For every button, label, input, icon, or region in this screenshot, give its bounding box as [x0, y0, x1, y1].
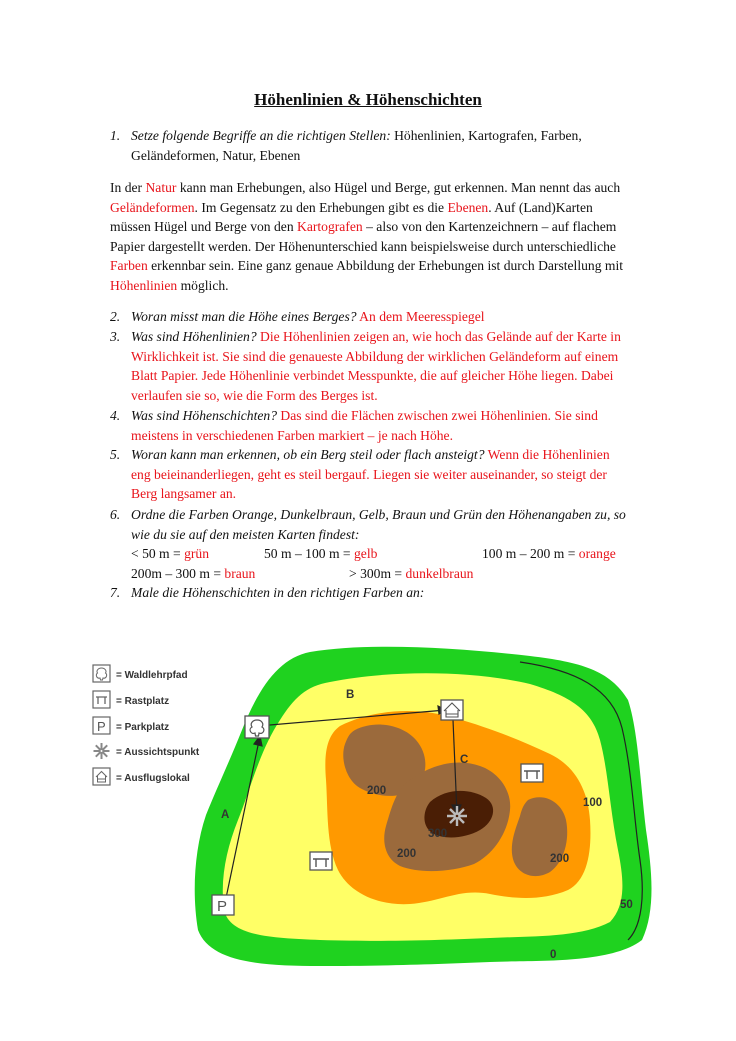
- task-1-terms-a: Höhenlinien, Kartografen, Farben,: [390, 128, 582, 143]
- map-rest-area-marker-right: [521, 764, 543, 782]
- height-label-50: 50: [620, 899, 633, 911]
- para-text: . Auf (Land)Karten: [488, 199, 593, 215]
- viewpoint-icon: [94, 743, 110, 759]
- range-label: < 50 m =: [131, 546, 185, 561]
- map-rest-area-marker-left: [310, 852, 332, 870]
- range-label: 50 m – 100 m =: [264, 546, 354, 561]
- legend-label: = Waldlehrpfad: [116, 670, 188, 681]
- rest-area-icon: [93, 691, 110, 708]
- map-restaurant-marker: [441, 700, 463, 720]
- height-label-200: 200: [550, 853, 570, 865]
- q3-number: 3.: [110, 329, 121, 344]
- route-label-c: C: [460, 754, 469, 766]
- parking-letter: P: [217, 898, 228, 915]
- q6-row-2: [264, 544, 377, 564]
- q3-answer: Blatt Papier. Jede Höhenlinie verbindet Messpunkte, die auf gleicher Höhe liegen. Dabei: [131, 368, 614, 384]
- q6-question: wie du sie auf den meisten Karten findest:: [131, 526, 360, 542]
- para-text: Papier dargestellt werden. Der Höhenunterschied kann beispielsweise durch unterschiedliche: [110, 238, 616, 254]
- range-label: > 300m =: [349, 566, 406, 581]
- height-label-0: 0: [550, 949, 557, 961]
- answer-ebenen: Ebenen: [447, 199, 489, 215]
- q2-item: [131, 307, 691, 327]
- map-forest-trail-marker: [245, 716, 269, 738]
- q6-question: Ordne die Farben Orange, Dunkelbraun, Gelb, Braun und Grün den Höhenangaben zu, so: [131, 507, 626, 522]
- task-1-prompt: Setze folgende Begriffe an die richtigen Stellen:: [131, 128, 391, 143]
- answer-kartografen: Kartografen: [297, 219, 363, 235]
- q3-answer: Wirklichkeit ist. Sie sind die genaueste Abbildung der wirklichen Geländeform auf einem: [131, 348, 619, 364]
- range-color: gelb: [354, 546, 378, 561]
- q6-row-4: [131, 564, 255, 584]
- legend-label: = Ausflugslokal: [116, 773, 190, 784]
- legend-waldlehrpfad: [93, 665, 188, 682]
- page-title: Höhenlinien & Höhenschichten: [254, 90, 482, 109]
- para-text: . Im Gegensatz zu den Erhebungen gibt es die: [194, 199, 448, 215]
- q5-answer: Berg langsamer an.: [131, 486, 237, 502]
- viewpoint-icon: [447, 806, 467, 826]
- q7-item: [131, 583, 691, 603]
- route-label-b: B: [346, 689, 355, 701]
- task-1-terms-b: Geländeformen, Natur, Ebenen: [131, 147, 301, 163]
- q2-number: 2.: [110, 309, 121, 324]
- contour-map: [190, 640, 670, 970]
- q5-number: 5.: [110, 447, 121, 462]
- legend-label: = Aussichtspunkt: [116, 747, 200, 758]
- legend-rastplatz: [93, 691, 169, 708]
- height-label-100: 100: [583, 797, 603, 809]
- q6-item: [131, 505, 691, 544]
- q5-item: [131, 445, 691, 504]
- parking-letter: P: [97, 719, 106, 734]
- legend-label: = Rastplatz: [116, 696, 170, 707]
- rest-area-icon: [310, 852, 332, 870]
- range-color: braun: [224, 566, 256, 581]
- q5-answer: Wenn die Höhenlinien: [484, 447, 610, 462]
- q4-number: 4.: [110, 408, 121, 423]
- q6-row-5: [349, 564, 473, 584]
- q3-answer: verlaufen sie so, wie die Form des Berges ist.: [131, 387, 378, 403]
- q7-number: 7.: [110, 585, 121, 600]
- range-color: dunkelbraun: [405, 566, 474, 581]
- cloze-paragraph: [110, 178, 700, 296]
- q4-item: [131, 406, 691, 445]
- para-text: – also von den Kartenzeichnern – auf flachem: [362, 219, 617, 235]
- answer-natur: Natur: [145, 180, 177, 195]
- para-text: In der: [110, 180, 146, 195]
- height-label-200: 200: [397, 848, 417, 860]
- para-text: kann man Erhebungen, also Hügel und Berge, gut erkennen. Man nennt das auch: [176, 180, 621, 195]
- q3-answer: Die Höhenlinien zeigen an, wie hoch das Gelände auf der Karte in: [256, 329, 621, 344]
- q6-row-1: [131, 544, 209, 564]
- legend-label: = Parkplatz: [116, 722, 170, 733]
- map-parking-marker: [212, 895, 234, 915]
- height-label-300: 300: [428, 828, 448, 840]
- q4-answer: Das sind die Flächen zwischen zwei Höhenlinien. Sie sind: [277, 408, 598, 423]
- task-1-number: 1.: [110, 128, 121, 143]
- answer-farben: Farben: [110, 258, 148, 274]
- q2-question: Woran misst man die Höhe eines Berges?: [131, 309, 357, 324]
- q5-question: Woran kann man erkennen, ob ein Berg steil oder flach ansteigt?: [131, 447, 485, 462]
- height-label-200: 200: [367, 785, 387, 797]
- legend-parkplatz: [93, 717, 169, 734]
- q3-question: Was sind Höhenlinien?: [131, 329, 257, 344]
- legend-ausflugslokal: [93, 768, 190, 785]
- range-label: 100 m – 200 m =: [482, 546, 579, 561]
- q5-answer: eng beieinanderliegen, geht es steil bergauf. Liegen sie weiter auseinander, so steigt der: [131, 466, 607, 482]
- q4-answer: meistens in verschiedenen Farben markiert – je nach Höhe.: [131, 427, 453, 443]
- range-color: grün: [184, 546, 210, 561]
- para-text: erkennbar sein. Eine ganz genaue Abbildung der Erhebungen ist durch Darstellung mit: [147, 258, 624, 274]
- answer-hoehenlinien: Höhenlinien: [110, 277, 178, 293]
- answer-gelaendeformen: Geländeformen: [110, 199, 195, 215]
- q3-item: [131, 327, 691, 405]
- q2-answer: An dem Meeresspiegel: [356, 309, 485, 324]
- q6-row-3: [482, 544, 616, 564]
- task-1-text: [131, 126, 691, 165]
- contour-map-graphic: [190, 640, 670, 970]
- para-text: müssen Hügel und Berge von den: [110, 219, 298, 235]
- range-label: 200m – 300 m =: [131, 566, 225, 581]
- q7-question: Male die Höhenschichten in den richtigen Farben an:: [131, 585, 425, 600]
- legend-aussichtspunkt: [94, 743, 200, 759]
- para-text: möglich.: [177, 277, 229, 293]
- q4-question: Was sind Höhenschichten?: [131, 408, 277, 423]
- rest-area-icon: [521, 764, 543, 782]
- q6-number: 6.: [110, 507, 121, 522]
- route-label-a: A: [221, 809, 230, 821]
- range-color: orange: [578, 546, 616, 561]
- forest-trail-icon: [245, 716, 269, 738]
